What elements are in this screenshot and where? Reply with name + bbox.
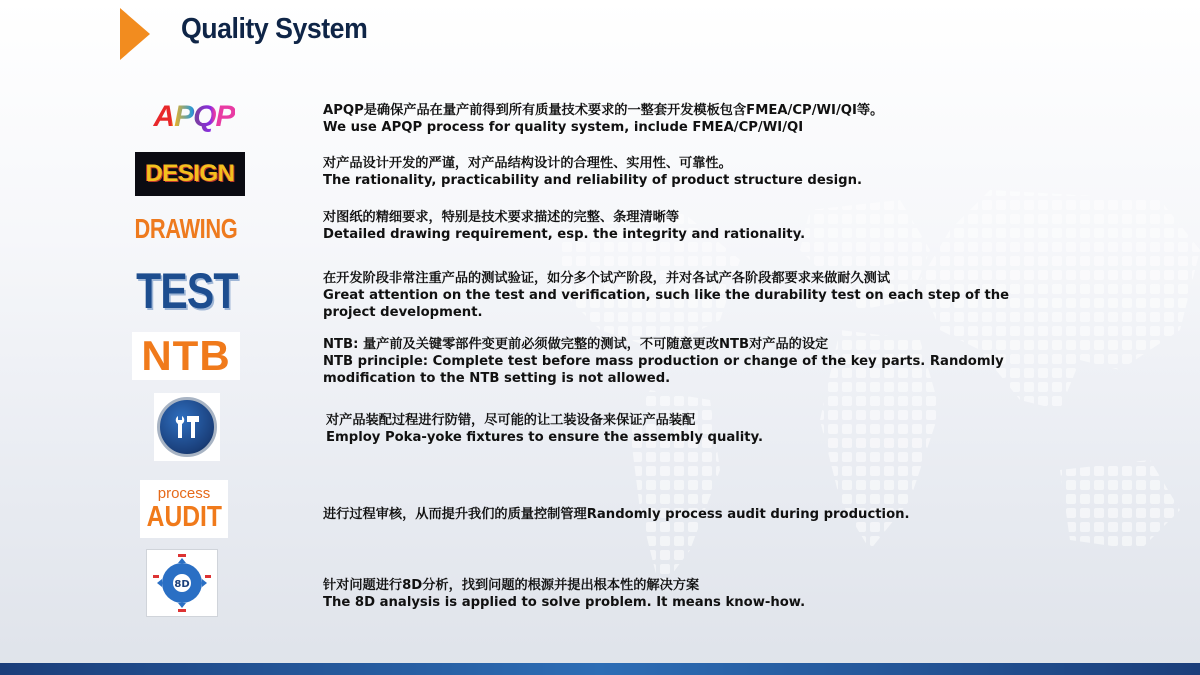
row-en-text: Great attention on the test and verification, such like the durability test on each step of the project development. xyxy=(323,288,1010,320)
8d-cycle-icon xyxy=(151,553,213,613)
row-en-text: The 8D analysis is applied to solve problem. It means know-how. xyxy=(323,595,806,610)
tools-circle xyxy=(157,397,217,457)
row-cn-text: 针对问题进行8D分析，找到问题的根源并提出根本性的解决方案 xyxy=(323,578,700,593)
ntb-logo xyxy=(132,332,240,380)
row-cn-text: APQP是确保产品在量产前得到所有质量技术要求的一整套开发模板包含FMEA/CP/WI/QI等。 xyxy=(323,103,884,118)
process-audit-logo xyxy=(140,480,228,538)
audit-logo-big-text: AUDIT xyxy=(146,501,222,533)
page-title: Quality System xyxy=(181,13,368,45)
design-logo-text: DESIGN xyxy=(145,160,235,187)
apqp-logo xyxy=(132,98,256,136)
title-arrow-icon xyxy=(120,8,150,60)
apqp-logo-text: APQP xyxy=(153,100,235,133)
test-logo xyxy=(132,265,242,317)
drawing-logo xyxy=(134,210,238,248)
audit-logo-small-text: process xyxy=(157,485,211,502)
row-cn-text: 进行过程审核，从而提升我们的质量控制管理Randomly process audit during production. xyxy=(323,507,910,522)
row-design xyxy=(323,155,1023,189)
row-test xyxy=(323,270,1023,321)
row-cn-text: 对产品设计开发的严谨，对产品结构设计的合理性、实用性、可靠性。 xyxy=(323,156,732,171)
row-cn-text: 在开发阶段非常注重产品的测试验证，如分多个试产阶段，并对各试产各阶段都要求来做耐久测试 xyxy=(323,271,891,286)
row-audit xyxy=(323,506,1023,523)
row-8d xyxy=(323,577,1023,611)
row-en-text: The rationality, practicability and reliability of product structure design. xyxy=(323,173,863,188)
drawing-logo-text: DRAWING xyxy=(134,213,238,244)
test-logo-text: TEST xyxy=(136,263,238,319)
ntb-logo-text: NTB xyxy=(141,332,231,379)
bottom-bar xyxy=(0,663,1200,675)
row-en-text: Detailed drawing requirement, esp. the integrity and rationality. xyxy=(323,227,806,242)
row-drawing xyxy=(323,209,1023,243)
wrench-hammer-icon xyxy=(172,412,202,442)
row-en-text: Employ Poka-yoke fixtures to ensure the assembly quality. xyxy=(326,430,763,445)
row-cn-text: 对产品装配过程进行防错，尽可能的让工装设备来保证产品装配 xyxy=(326,413,696,428)
row-apqp xyxy=(323,102,1023,136)
row-cn-text: NTB: 量产前及关键零部件变更前必须做完整的测试，不可随意更改NTB对产品的设定 xyxy=(323,337,829,352)
tools-icon xyxy=(154,393,220,461)
row-poka-yoke xyxy=(326,412,1026,446)
row-en-text: NTB principle: Complete test before mass production or change of the key parts. Randomly modification to the NTB setting is not allowed. xyxy=(323,354,1004,386)
row-cn-text: 对图纸的精细要求，特别是技术要求描述的完整、条理清晰等 xyxy=(323,210,680,225)
row-en-text: We use APQP process for quality system, include FMEA/CP/WI/QI xyxy=(323,120,804,135)
design-logo xyxy=(135,152,245,196)
row-ntb xyxy=(323,336,1023,387)
8d-diagram-icon xyxy=(146,549,218,617)
svg-text:8D: 8D xyxy=(174,579,190,590)
